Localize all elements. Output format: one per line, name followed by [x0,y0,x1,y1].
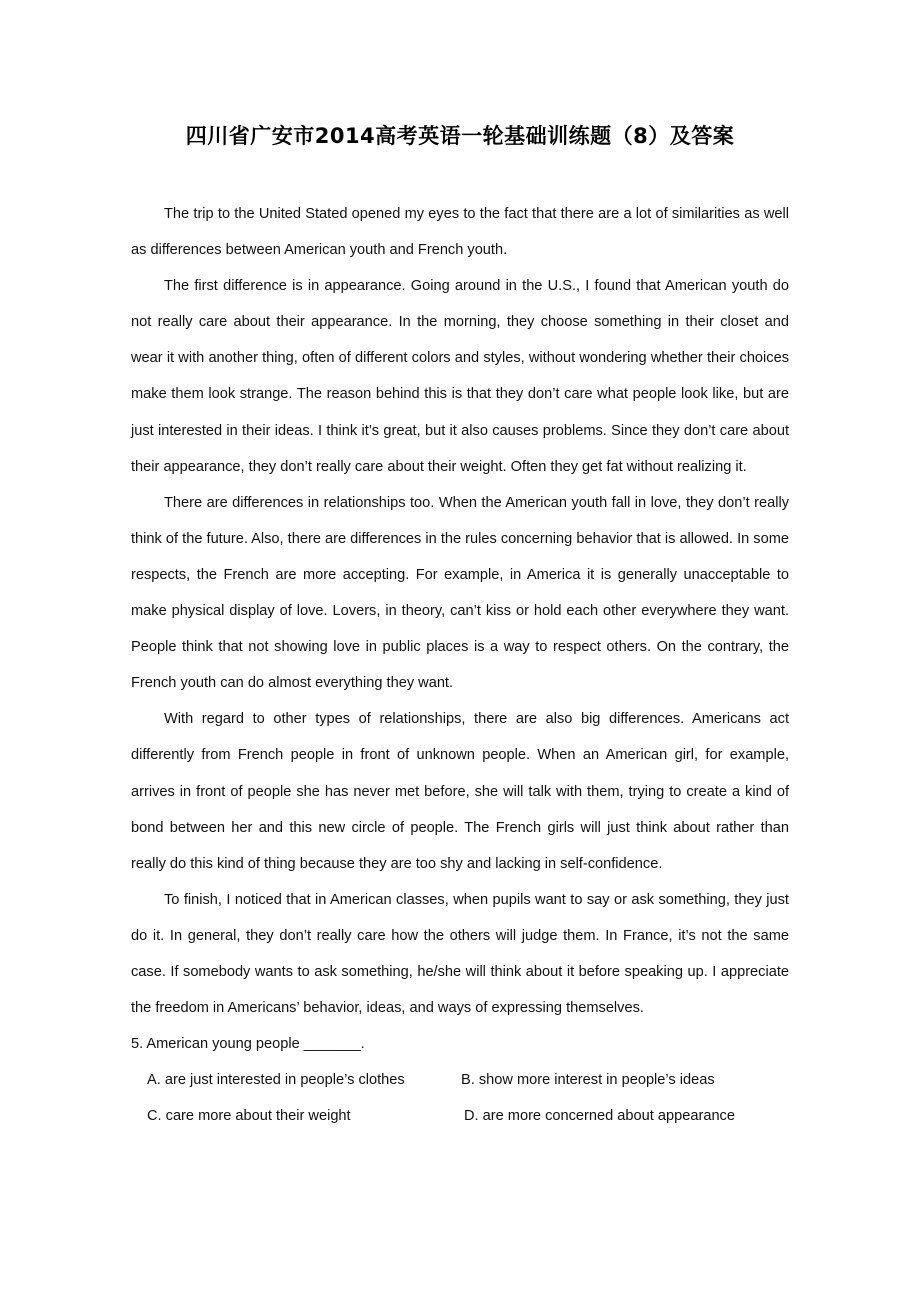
paragraph-2: The first difference is in appearance. Going around in the U.S., I found that American youth do not really care about their appearance. In the morning, they choose something in their closet and wear it with another thing, often of different colors and styles, without wondering whether their choices make them look strange. The reason behind this is that they don’t care what people look like, but are just interested in their ideas. I think it’s great, but it also causes problems. Since they don’t care about their appearance, they don’t really care about their weight. Often they get fat without realizing it. [131,278,789,475]
passage-body [131,196,789,1134]
options-row-2 [131,1098,789,1134]
document-title: 四川省广安市2014高考英语一轮基础训练题（8）及答案 [185,124,735,148]
paragraph-1: The trip to the United Stated opened my eyes to the fact that there are a lot of similarities as well as differences between American youth and French youth. [131,206,789,259]
paragraph-3: There are differences in relationships too. When the American youth fall in love, they don’t really think of the future. Also, there are differences in the rules concerning behavior that is allowed. In some respects, the French are more accepting. For example, in America it is generally unacceptable to make physical display of love. Lovers, in theory, can’t kiss or hold each other everywhere they want. People think that not showing love in public places is a way to respect others. On the contrary, the French youth can do almost everything they want. [131,494,789,692]
paragraph-4: With regard to other types of relationships, there are also big differences. Americans act differently from French people in front of unknown people. When an American girl, for example, arrives in front of people she has never met before, she will talk with them, trying to create a kind of bond between her and this new circle of people. The French girls will just think about rather than really do this kind of thing because they are too shy and lacking in self-confidence. [131,711,789,872]
option-d: D. are more concerned about appearance [464,1108,735,1125]
question-stem: 5. American young people _______. [131,1036,365,1053]
option-a: A. are just interested in people’s clothes [147,1072,405,1089]
options-row-1 [131,1062,789,1098]
option-b: B. show more interest in people’s ideas [461,1072,715,1089]
paragraph-5: To finish, I noticed that in American classes, when pupils want to say or ask something, they just do it. In general, they don’t really care how the others will judge them. In France, it’s not the same case. If somebody wants to ask something, he/she will think about it before speaking up. I appreciate the freedom in Americans’ behavior, ideas, and ways of expressing themselves. [131,891,789,1017]
option-c: C. care more about their weight [147,1108,351,1125]
